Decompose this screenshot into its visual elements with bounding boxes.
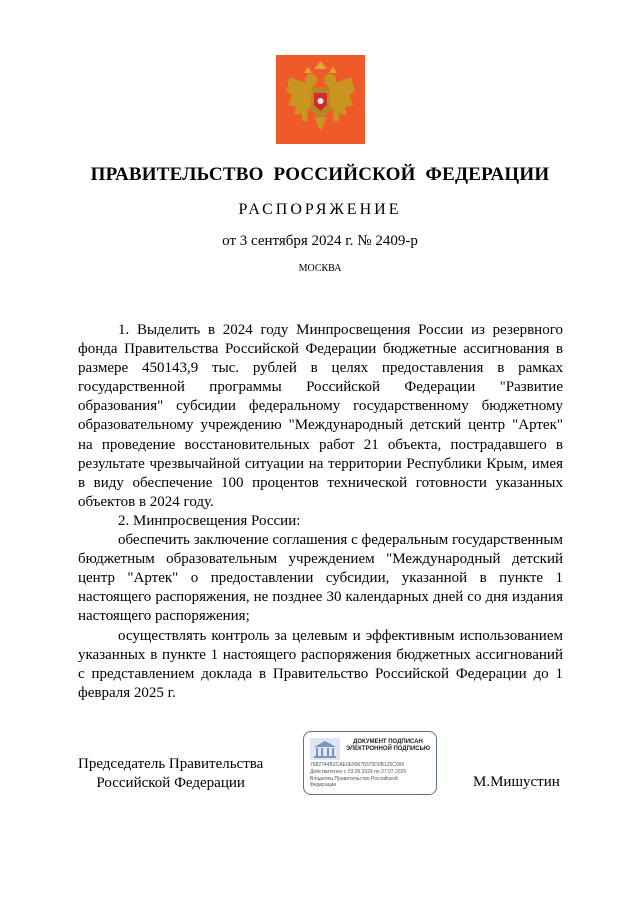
paragraph-3: обеспечить заключение соглашения с федеральным государственным бюджетным образовательным учреждением "Международный детский центр "Артек" о предоставлении субсидии, указанной в пункте 1 настоящего распоряжения, не позднее 30 календарных дней со дня издания настоящего распоряжения;: [78, 532, 563, 625]
signer-name: М.Мишустин: [473, 774, 560, 790]
signer-position-line2: Российской Федерации: [96, 775, 245, 791]
paragraph-4: осуществлять контроль за целевым и эффективным использованием указанных в пункте 1 настоящего распоряжения бюджетных ассигнований с представлением доклада в Правительство Российской Федерации до 1 февраля 2025 г.: [78, 627, 563, 701]
stamp-title: ДОКУМЕНТ ПОДПИСАН ЭЛЕКТРОННОЙ ПОДПИСЬЮ: [345, 739, 431, 752]
coat-of-arms-emblem: [276, 55, 365, 144]
government-title: ПРАВИТЕЛЬСТВО РОССИЙСКОЙ ФЕДЕРАЦИИ: [90, 164, 550, 185]
signer-position-line1: Председатель Правительства: [78, 756, 264, 772]
paragraph-1: 1. Выделить в 2024 году Минпросвещения России из резервного фонда Правительства Российской Федерации бюджетные ассигнования в размере 450143,9 тыс. рублей в целях предоставления в рамках государственной программы Российской Федерации "Развитие образования" субсидии федеральному государственному бюджетному образовательному учреждению "Международный детский центр "Артек" на проведение восстановительных работ 21 объекта, пострадавшего в результате чрезвычайной ситуации на территории Республики Крым, имея в виду обеспечение 100 процентов технической готовности указанных объектов в 2024 году.: [78, 322, 563, 510]
document-type: РАСПОРЯЖЕНИЕ: [238, 201, 402, 218]
stamp-certificate: 7682744B3CAE0E99678370D0B125C096: [310, 762, 405, 768]
stamp-owner-line2: Федерации: [310, 782, 337, 788]
paragraph-2: 2. Минпросвещения России:: [118, 512, 301, 529]
document-date-number: от 3 сентября 2024 г. № 2409-р: [222, 233, 418, 249]
document-city: МОСКВА: [298, 263, 342, 274]
signer-position: [78, 755, 263, 793]
stamp-owner-line1: Владелец Правительство Российской: [310, 776, 398, 782]
government-building-icon: [310, 738, 340, 760]
document-body: [78, 321, 563, 703]
stamp-validity: Действителен с 03.05.2024 по 27.07.2025: [310, 769, 407, 775]
electronic-signature-stamp: [303, 731, 437, 795]
